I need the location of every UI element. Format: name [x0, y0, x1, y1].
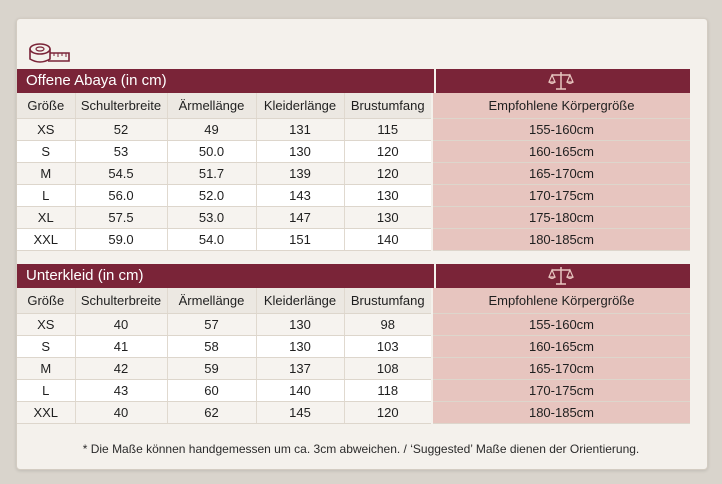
- column-header-recommended: Empfohlene Körpergröße: [432, 288, 690, 314]
- table-row: [17, 229, 690, 251]
- size-cell: L: [17, 380, 75, 402]
- recommended-height-cell: 160-165cm: [432, 141, 690, 163]
- unterkleid-section: [17, 264, 690, 424]
- value-cell: 130: [256, 141, 344, 163]
- column-header: Ärmellänge: [167, 288, 256, 314]
- abaya-section: [17, 69, 690, 251]
- value-cell: 52: [75, 119, 167, 141]
- abaya-title: Offene Abaya (in cm): [26, 72, 167, 89]
- recommended-height-cell: 155-160cm: [432, 119, 690, 141]
- recommended-height-cell: 170-175cm: [432, 380, 690, 402]
- measuring-tape-icon: [27, 41, 71, 67]
- value-cell: 51.7: [167, 163, 256, 185]
- value-cell: 40: [75, 402, 167, 424]
- table-row: [17, 185, 690, 207]
- table-row: [17, 358, 690, 380]
- recommended-height-cell: 165-170cm: [432, 163, 690, 185]
- value-cell: 137: [256, 358, 344, 380]
- value-cell: 50.0: [167, 141, 256, 163]
- value-cell: 151: [256, 229, 344, 251]
- value-cell: 53: [75, 141, 167, 163]
- value-cell: 54.0: [167, 229, 256, 251]
- scale-icon: [548, 69, 574, 93]
- size-cell: XS: [17, 119, 75, 141]
- value-cell: 98: [344, 314, 432, 336]
- size-cell: XXL: [17, 229, 75, 251]
- value-cell: 139: [256, 163, 344, 185]
- value-cell: 54.5: [75, 163, 167, 185]
- value-cell: 147: [256, 207, 344, 229]
- abaya-table: [17, 93, 690, 251]
- recommended-height-cell: 170-175cm: [432, 185, 690, 207]
- value-cell: 140: [256, 380, 344, 402]
- value-cell: 130: [344, 185, 432, 207]
- table-row: [17, 336, 690, 358]
- abaya-header: [17, 69, 690, 93]
- column-header: Schulterbreite: [75, 93, 167, 119]
- size-cell: M: [17, 163, 75, 185]
- table-row: [17, 207, 690, 229]
- table-row: [17, 119, 690, 141]
- value-cell: 49: [167, 119, 256, 141]
- size-cell: S: [17, 141, 75, 163]
- scale-icon: [548, 264, 574, 288]
- footnote: * Die Maße können handgemessen um ca. 3cm abweichen. / ‘Suggested’ Maße dienen der Orientierung.: [82, 442, 640, 456]
- value-cell: 40: [75, 314, 167, 336]
- recommended-height-cell: 180-185cm: [432, 229, 690, 251]
- column-header: Brustumfang: [344, 288, 432, 314]
- value-cell: 120: [344, 163, 432, 185]
- value-cell: 53.0: [167, 207, 256, 229]
- table-row: [17, 163, 690, 185]
- table-row: [17, 380, 690, 402]
- size-cell: L: [17, 185, 75, 207]
- column-header-recommended: Empfohlene Körpergröße: [432, 93, 690, 119]
- value-cell: 120: [344, 402, 432, 424]
- value-cell: 130: [256, 314, 344, 336]
- value-cell: 145: [256, 402, 344, 424]
- value-cell: 58: [167, 336, 256, 358]
- value-cell: 57.5: [75, 207, 167, 229]
- value-cell: 103: [344, 336, 432, 358]
- value-cell: 143: [256, 185, 344, 207]
- size-cell: XXL: [17, 402, 75, 424]
- value-cell: 60: [167, 380, 256, 402]
- column-header: Kleiderlänge: [256, 93, 344, 119]
- value-cell: 59: [167, 358, 256, 380]
- recommended-height-cell: 165-170cm: [432, 358, 690, 380]
- table-row: [17, 141, 690, 163]
- size-cell: M: [17, 358, 75, 380]
- value-cell: 42: [75, 358, 167, 380]
- value-cell: 59.0: [75, 229, 167, 251]
- column-header: Schulterbreite: [75, 288, 167, 314]
- size-cell: S: [17, 336, 75, 358]
- unterkleid-header: [17, 264, 690, 288]
- value-cell: 130: [256, 336, 344, 358]
- size-cell: XS: [17, 314, 75, 336]
- value-cell: 57: [167, 314, 256, 336]
- value-cell: 118: [344, 380, 432, 402]
- recommended-height-cell: 160-165cm: [432, 336, 690, 358]
- unterkleid-table: [17, 288, 690, 424]
- value-cell: 52.0: [167, 185, 256, 207]
- value-cell: 120: [344, 141, 432, 163]
- recommended-height-cell: 155-160cm: [432, 314, 690, 336]
- value-cell: 115: [344, 119, 432, 141]
- value-cell: 43: [75, 380, 167, 402]
- recommended-height-cell: 180-185cm: [432, 402, 690, 424]
- value-cell: 140: [344, 229, 432, 251]
- column-header: Ärmellänge: [167, 93, 256, 119]
- value-cell: 130: [344, 207, 432, 229]
- column-header: Größe: [17, 288, 75, 314]
- value-cell: 108: [344, 358, 432, 380]
- value-cell: 56.0: [75, 185, 167, 207]
- header-divider: [434, 69, 436, 93]
- table-row: [17, 314, 690, 336]
- column-header: Kleiderlänge: [256, 288, 344, 314]
- table-header-row: [17, 93, 690, 119]
- column-header: Brustumfang: [344, 93, 432, 119]
- header-divider: [434, 264, 436, 288]
- size-cell: XL: [17, 207, 75, 229]
- table-header-row: [17, 288, 690, 314]
- table-row: [17, 402, 690, 424]
- unterkleid-title: Unterkleid (in cm): [26, 267, 144, 284]
- column-header: Größe: [17, 93, 75, 119]
- value-cell: 131: [256, 119, 344, 141]
- value-cell: 62: [167, 402, 256, 424]
- recommended-height-cell: 175-180cm: [432, 207, 690, 229]
- value-cell: 41: [75, 336, 167, 358]
